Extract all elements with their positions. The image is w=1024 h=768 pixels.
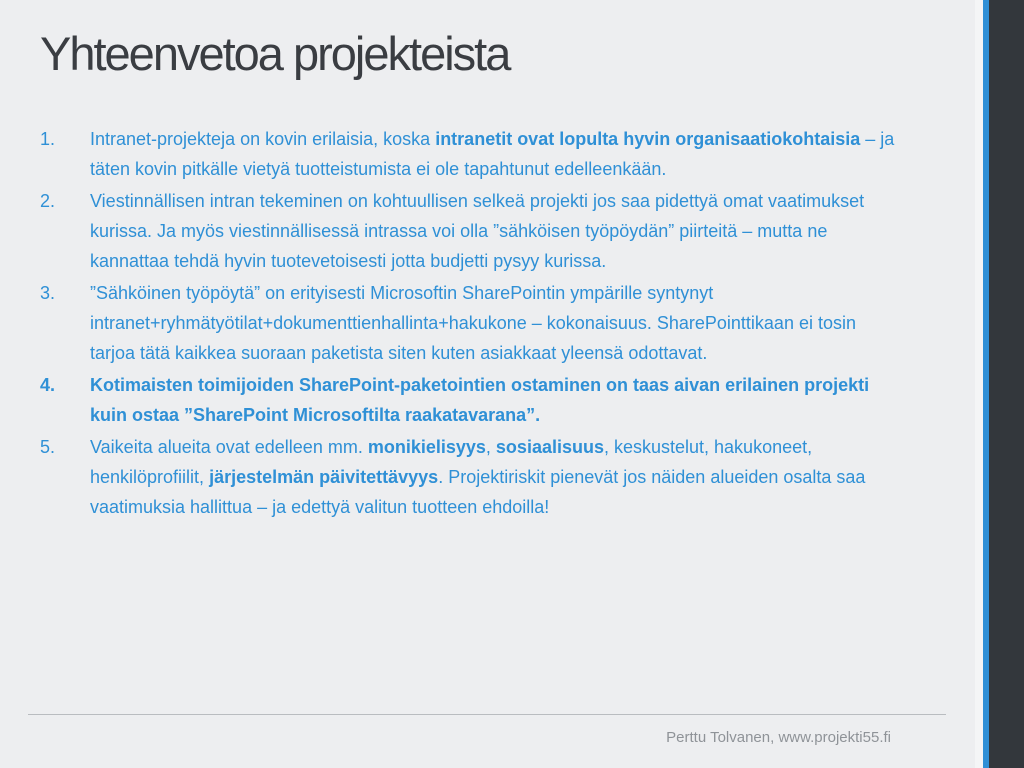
item-bold-text: sosiaalisuus — [495, 437, 604, 457]
item-bold-text: järjestelmän päivitettävyys — [209, 467, 439, 487]
footer-divider — [28, 714, 946, 715]
sidebar-dark-band — [989, 0, 1024, 768]
item-text: Vaikeita alueita ovat edelleen mm. — [90, 437, 368, 457]
list-item-3 — [40, 278, 900, 368]
footer-credit: Perttu Tolvanen, www.projekti55.fi — [666, 729, 891, 746]
item-text: – ja täten kovin pitkälle vietyä tuotteistumista ei ole tapahtunut edelleenkään. — [90, 129, 895, 179]
item-text: ”Sähköinen työpöytä” on erityisesti Microsoftin SharePointin ympärille syntynyt intranet+ryhmätyötilat+dokumenttienhallinta+hakukone – kokonaisuus. SharePointtikaan ei tosin tarjoa tätä kaikkea suoraan paketista siten kuten asiakkaat yleensä odottavat. — [90, 283, 856, 363]
list-item-4 — [40, 370, 900, 430]
list-item-2 — [40, 186, 900, 276]
item-text: , keskustelut, hakukoneet, henkilöprofiilit, — [90, 437, 813, 487]
list-number: 2. — [40, 191, 56, 211]
item-bold-text: intranetit ovat lopulta hyvin organisaatiokohtaisia — [435, 129, 861, 149]
list-number: 3. — [40, 283, 56, 303]
list-item-1 — [40, 124, 900, 184]
item-text: Kotimaisten toimijoiden SharePoint-paketointien ostaminen on taas aivan erilainen projekti kuin ostaa ”SharePoint Microsoftilta raakatavarana”. — [90, 375, 870, 425]
sidebar-light-stripe — [975, 0, 983, 768]
item-text: , — [485, 437, 496, 457]
summary-list — [40, 124, 900, 524]
item-bold-text: monikielisyys — [367, 437, 486, 457]
list-number: 4. — [40, 375, 56, 395]
item-text: . Projektiriskit pienevät jos näiden alueiden osalta saa vaatimuksia hallittua – ja edettyä valitun tuotteen ehdoilla! — [90, 467, 866, 517]
list-number: 1. — [40, 129, 56, 149]
slide-title: Yhteenvetoa projekteista — [40, 27, 510, 80]
list-item-5 — [40, 432, 900, 522]
item-text: Intranet-projekteja on kovin erilaisia, koska — [90, 129, 436, 149]
list-number: 5. — [40, 437, 56, 457]
item-text: Viestinnällisen intran tekeminen on kohtuullisen selkeä projekti jos saa pidettyä omat vaatimukset kurissa. Ja myös viestinnällisessä intrassa voi olla ”sähköisen työpöydän” piirteitä – mutta ne kannattaa tehdä hyvin tuotevetoisesti jotta budjetti pysyy kurissa. — [90, 191, 865, 271]
